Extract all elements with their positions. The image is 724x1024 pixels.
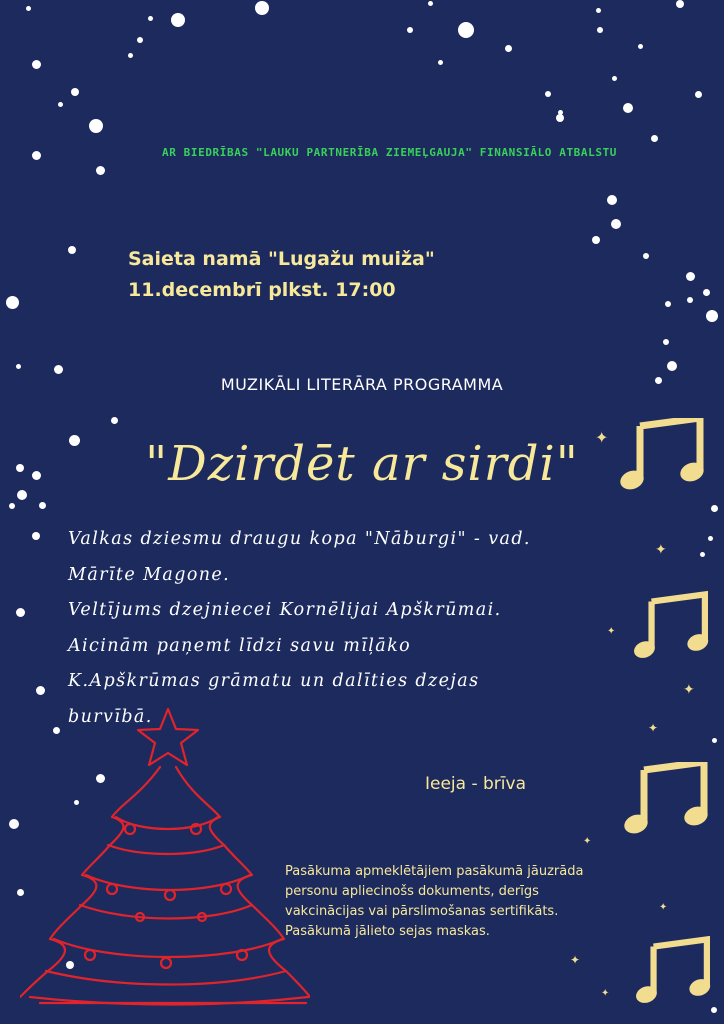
snow-dot [36, 686, 45, 695]
snow-dot [663, 339, 669, 345]
snow-dot [148, 16, 153, 21]
venue-line: Saieta namā "Lugažu muiža" [128, 248, 435, 270]
snow-dot [89, 119, 103, 133]
sponsor-line: AR BIEDRĪBAS "LAUKU PARTNERĪBA ZIEMEĻGAUJA" FINANSIĀLO ATBALSTU [162, 146, 618, 159]
snow-dot [667, 361, 677, 371]
snow-dot [686, 272, 695, 281]
entry-info: Ieeja - brīva [425, 774, 526, 794]
snow-dot [137, 37, 143, 43]
snow-dot [6, 296, 19, 309]
snow-dot [676, 0, 684, 8]
snow-dot [545, 91, 551, 97]
description-line: K.Apškrūmas grāmatu un dalīties dzejas [68, 671, 480, 691]
venue-block [128, 244, 435, 306]
sparkle-icon: ✦ [601, 988, 610, 999]
sparkle-icon: ✦ [659, 902, 668, 913]
snow-dot [26, 6, 31, 11]
snow-dot [255, 1, 269, 15]
music-note-icon [622, 762, 712, 842]
notice-line: vakcinācijas vai pārslimošanas sertifikāts. [285, 904, 559, 919]
snow-dot [706, 310, 718, 322]
sparkle-icon: ✦ [595, 428, 609, 447]
program-type: MUZIKĀLI LITERĀRA PROGRAMMA [220, 375, 504, 394]
covid-notice [285, 862, 625, 942]
snow-dot [695, 91, 702, 98]
snow-dot [607, 195, 617, 205]
snow-dot [703, 289, 710, 296]
snow-dot [9, 819, 19, 829]
sparkle-icon: ✦ [683, 682, 695, 698]
snow-dot [505, 45, 512, 52]
snow-dot [9, 503, 15, 509]
snow-dot [651, 135, 658, 142]
snow-dot [597, 27, 603, 33]
snow-dot [428, 1, 433, 6]
snow-dot [128, 53, 133, 58]
snow-dot [643, 253, 649, 259]
snow-dot [32, 151, 41, 160]
snow-dot [58, 102, 63, 107]
snow-dot [16, 364, 21, 369]
description-line: Mārīte Magone. [68, 564, 231, 585]
snow-dot [592, 236, 600, 244]
sparkle-icon: ✦ [607, 626, 616, 637]
snow-dot [556, 114, 564, 122]
notice-line: personu apliecinošs dokuments, derīgs [285, 884, 539, 899]
snow-dot [712, 738, 717, 743]
snow-dot [16, 608, 25, 617]
snow-dot [68, 246, 76, 254]
snow-dot [711, 505, 718, 512]
snow-dot [596, 8, 601, 13]
description-line: Veltījums dzejniecei Kornēlijai Apškrūmai. [68, 600, 502, 620]
description-line: burvībā. [68, 706, 153, 727]
snow-dot [407, 27, 413, 33]
notice-line: Pasākuma apmeklētājiem pasākumā jāuzrāda [285, 864, 584, 879]
snow-dot [458, 22, 474, 38]
sparkle-icon: ✦ [583, 836, 592, 847]
snow-dot [32, 60, 41, 69]
snow-dot [700, 552, 705, 557]
snow-dot [54, 365, 63, 374]
snow-dot [708, 536, 713, 541]
notice-line: Pasākumā jālieto sejas maskas. [285, 924, 490, 939]
sparkle-icon: ✦ [655, 542, 667, 558]
snow-dot [71, 88, 79, 96]
date-line: 11.decembrī plkst. 17:00 [128, 279, 396, 301]
sparkle-icon: ✦ [570, 953, 581, 967]
snow-dot [558, 110, 563, 115]
event-description [68, 522, 628, 735]
snow-dot [687, 297, 693, 303]
christmas-tree-icon [20, 705, 310, 1010]
snow-dot [111, 417, 118, 424]
music-note-icon [632, 590, 712, 670]
snow-dot [623, 103, 633, 113]
snow-dot [96, 166, 105, 175]
music-note-icon [634, 935, 714, 1015]
sparkle-icon: ✦ [648, 721, 659, 735]
snow-dot [665, 301, 671, 307]
snow-dot [611, 219, 621, 229]
description-line: Valkas dziesmu draugu kopa "Nāburgi" - vad. [68, 529, 531, 549]
description-line: Aicinām paņemt līdzi savu mīļāko [68, 635, 412, 656]
snow-dot [438, 60, 443, 65]
snow-dot [171, 13, 185, 27]
event-title: "Dzirdēt ar sirdi" [145, 436, 579, 492]
snow-dot [612, 76, 617, 81]
snow-dot [32, 532, 40, 540]
snow-dot [638, 44, 643, 49]
snow-dot [39, 502, 46, 509]
